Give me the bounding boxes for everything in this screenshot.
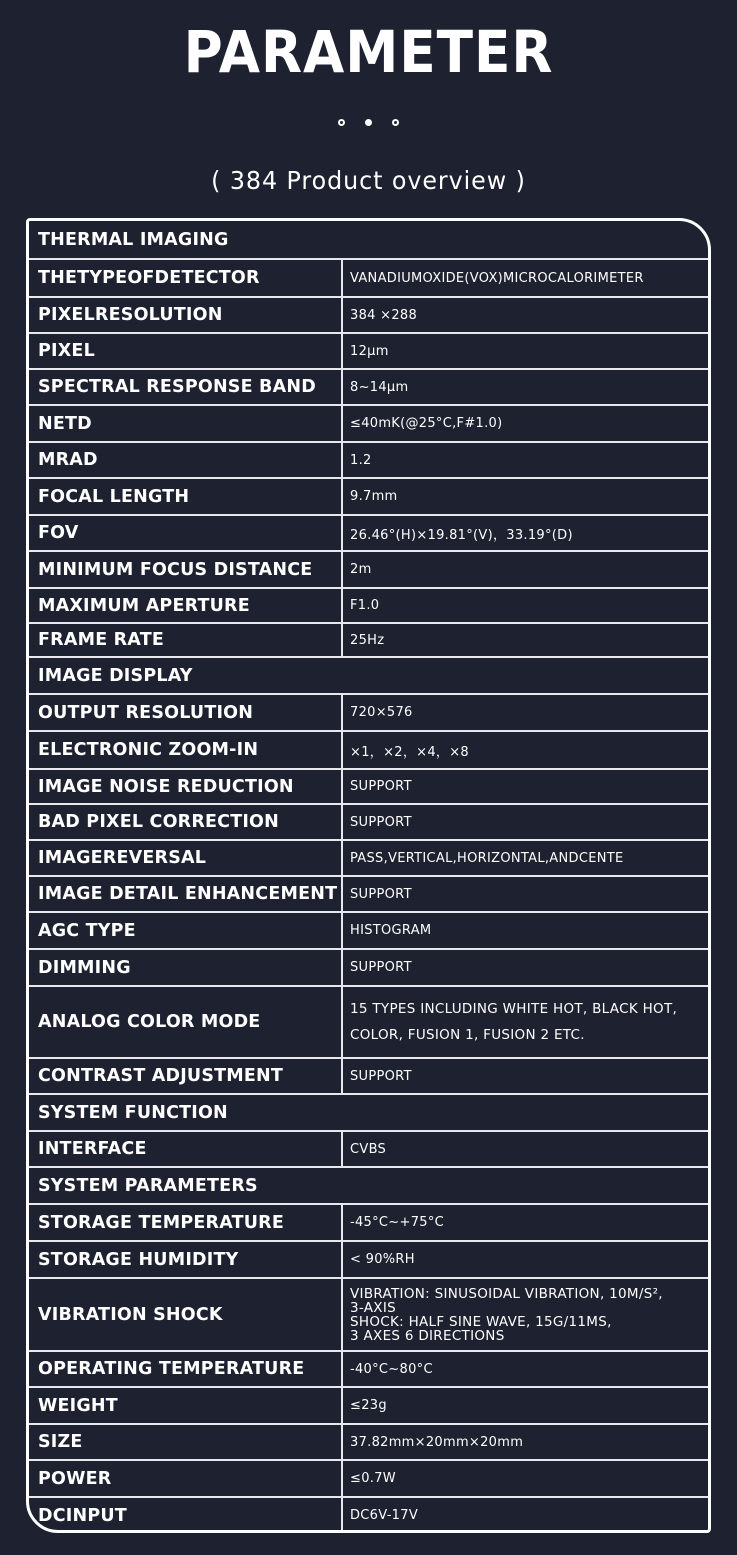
- table-row: [29, 1130, 708, 1166]
- spec-value: SUPPORT: [350, 960, 412, 975]
- spec-label: MINIMUM FOCUS DISTANCE: [29, 552, 343, 587]
- section-header-row: [29, 1166, 708, 1203]
- page-title: PARAMETER: [183, 18, 554, 86]
- spec-label: VIBRATION SHOCK: [29, 1279, 343, 1350]
- table-row: [29, 948, 708, 985]
- spec-value: PASS,VERTICAL,HORIZONTAL,ANDCENTE: [350, 850, 624, 866]
- spec-value: 26.46°(H)×19.81°(V)，33.19°(D): [350, 527, 573, 543]
- table-row: [29, 1057, 708, 1093]
- spec-value: SUPPORT: [350, 779, 412, 794]
- spec-label: NETD: [29, 406, 343, 441]
- spec-label: CONTRAST ADJUSTMENT: [29, 1059, 343, 1093]
- spec-label: IMAGEREVERSAL: [29, 841, 343, 875]
- table-row: [29, 875, 708, 911]
- spec-value-line: SHOCK: HALF SINE WAVE, 15G/11MS,: [350, 1313, 612, 1330]
- spec-label: BAD PIXEL CORRECTION: [29, 805, 343, 839]
- section-header-label: SYSTEM FUNCTION: [38, 1102, 228, 1123]
- spec-label: FRAME RATE: [29, 624, 343, 656]
- table-row: [29, 441, 708, 477]
- spec-label: MAXIMUM APERTURE: [29, 589, 343, 622]
- table-row: [29, 768, 708, 803]
- spec-label: THETYPEOFDETECTOR: [29, 260, 343, 296]
- spec-label: POWER: [29, 1461, 343, 1496]
- table-row: [29, 1423, 708, 1459]
- table-row: [29, 477, 708, 514]
- spec-value: VANADIUMOXIDE(VOX)MICROCALORIMETER: [350, 270, 644, 286]
- table-row: [29, 550, 708, 587]
- spec-value: -45°C~+75°C: [350, 1215, 445, 1230]
- spec-label: PIXEL: [29, 334, 343, 368]
- table-row: [29, 622, 708, 656]
- spec-value: ≤40mK(@25°C,F#1.0): [350, 416, 503, 431]
- pagination-dots: [0, 119, 737, 126]
- spec-label: OUTPUT RESOLUTION: [29, 695, 343, 730]
- section-header-label: SYSTEM PARAMETERS: [38, 1175, 258, 1196]
- spec-value: -40°C~80°C: [350, 1361, 433, 1377]
- page-subtitle: ( 384 Product overview ): [211, 166, 526, 195]
- spec-label: ANALOG COLOR MODE: [29, 987, 343, 1057]
- spec-value: 15 TYPES INCLUDING WHITE HOT, BLACK HOT, COLOR, FUSION 1, FUSION 2 ETC.: [350, 1001, 678, 1043]
- table-row: [29, 258, 708, 296]
- dot-icon: [338, 119, 345, 126]
- table-row: [29, 1240, 708, 1277]
- table-row: [29, 730, 708, 768]
- table-row: [29, 1386, 708, 1423]
- spec-value-line: 3-AXIS: [350, 1299, 396, 1316]
- table-row: [29, 1350, 708, 1386]
- table-row: [29, 368, 708, 404]
- spec-label: DCINPUT: [29, 1498, 343, 1533]
- table-row: [29, 587, 708, 622]
- spec-label: INTERFACE: [29, 1132, 343, 1166]
- spec-value-line: VIBRATION: SINUSOIDAL VIBRATION, 10M/S²,: [350, 1285, 663, 1302]
- table-row: [29, 1203, 708, 1240]
- spec-label: FOCAL LENGTH: [29, 479, 343, 514]
- spec-value: 1.2: [350, 452, 372, 468]
- spec-value: 8~14μm: [350, 379, 409, 395]
- spec-label: STORAGE TEMPERATURE: [29, 1205, 343, 1240]
- section-header-row: [29, 1093, 708, 1130]
- spec-value: 9.7mm: [350, 489, 398, 504]
- spec-label: WEIGHT: [29, 1388, 343, 1423]
- spec-label: IMAGE DETAIL ENHANCEMENT: [29, 877, 343, 911]
- spec-value: SUPPORT: [350, 1068, 412, 1084]
- spec-label: MRAD: [29, 443, 343, 477]
- dot-icon: [392, 119, 399, 126]
- spec-value: 12μm: [350, 343, 389, 359]
- spec-label: AGC TYPE: [29, 913, 343, 948]
- table-row: [29, 1496, 708, 1533]
- dot-active-icon: [365, 119, 372, 126]
- spec-value: F1.0: [350, 598, 380, 613]
- spec-value: 25Hz: [350, 632, 385, 648]
- spec-value: 37.82mm×20mm×20mm: [350, 1434, 524, 1450]
- spec-value-line: 3 AXES 6 DIRECTIONS: [350, 1327, 505, 1344]
- table-row: [29, 296, 708, 332]
- spec-table: [26, 218, 711, 1533]
- spec-label: STORAGE HUMIDITY: [29, 1242, 343, 1277]
- spec-value: [343, 1279, 708, 1350]
- spec-value: SUPPORT: [350, 886, 412, 902]
- spec-label: ELECTRONIC ZOOM-IN: [29, 732, 343, 768]
- table-row: [29, 693, 708, 730]
- table-row: [29, 1459, 708, 1496]
- section-header-label: IMAGE DISPLAY: [38, 665, 193, 686]
- spec-label: PIXELRESOLUTION: [29, 298, 343, 332]
- spec-value: 720×576: [350, 705, 413, 720]
- table-row: [29, 839, 708, 875]
- spec-value: ≤0.7W: [350, 1471, 396, 1486]
- table-row: [29, 1277, 708, 1350]
- spec-value: ×1，×2，×4，×8: [350, 744, 469, 760]
- spec-label: FOV: [29, 516, 343, 550]
- table-row: [29, 514, 708, 550]
- table-row: [29, 985, 708, 1057]
- spec-label: IMAGE NOISE REDUCTION: [29, 770, 343, 803]
- spec-label: SIZE: [29, 1425, 343, 1459]
- spec-label: DIMMING: [29, 950, 343, 985]
- spec-value: < 90%RH: [350, 1252, 415, 1267]
- spec-value: DC6V-17V: [350, 1508, 419, 1523]
- spec-value: CVBS: [350, 1141, 387, 1157]
- table-row: [29, 332, 708, 368]
- spec-value: ≤23g: [350, 1398, 387, 1413]
- spec-label: SPECTRAL RESPONSE BAND: [29, 370, 343, 404]
- section-header-row: [29, 221, 708, 258]
- table-row: [29, 404, 708, 441]
- section-header-row: [29, 656, 708, 693]
- spec-value: 2m: [350, 562, 372, 577]
- table-row: [29, 911, 708, 948]
- spec-value: 384 ×288: [350, 307, 418, 323]
- section-header-label: THERMAL IMAGING: [38, 229, 229, 250]
- spec-label: OPERATING TEMPERATURE: [29, 1352, 343, 1386]
- spec-value: HISTOGRAM: [350, 923, 432, 938]
- spec-value: SUPPORT: [350, 814, 412, 830]
- table-row: [29, 803, 708, 839]
